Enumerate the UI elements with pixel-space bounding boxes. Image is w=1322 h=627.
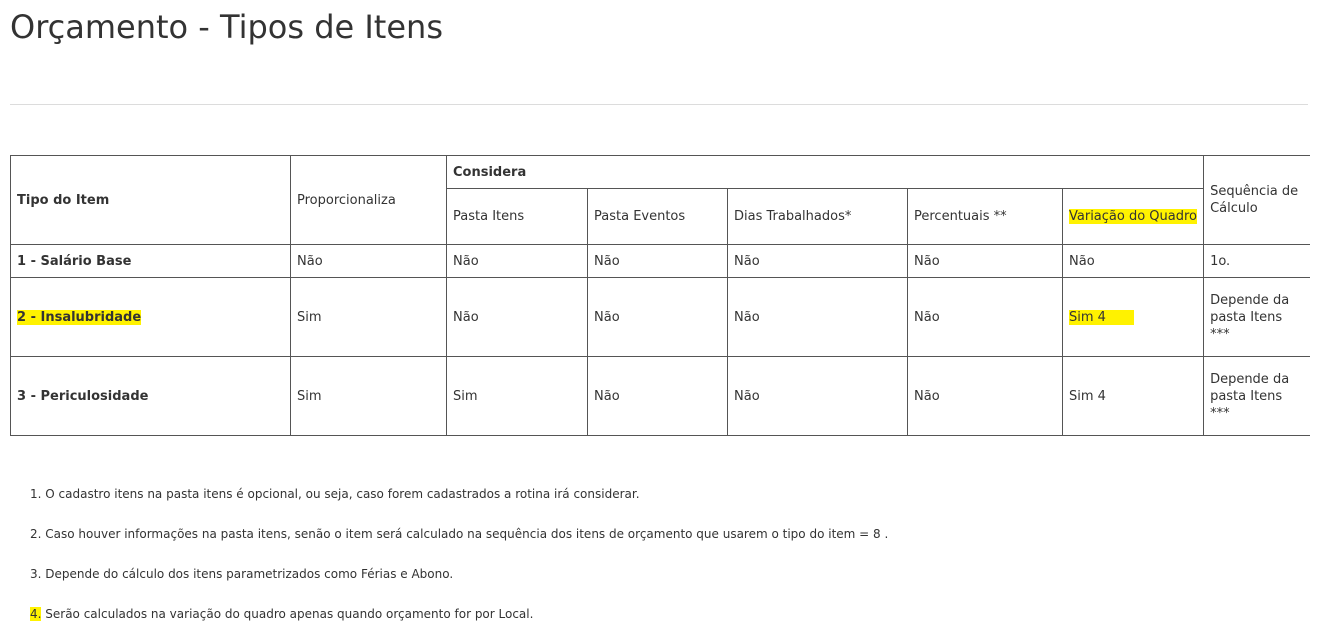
cell-variacao-highlight: Sim 4 <box>1069 310 1134 325</box>
cell-pasta-eventos: Não <box>588 357 728 436</box>
header-variacao-highlight: Variação do Quadro <box>1069 209 1198 224</box>
cell-variacao: Sim 4 <box>1063 357 1204 436</box>
header-considera: Considera <box>447 156 1204 189</box>
cell-pasta-itens: Não <box>447 278 588 357</box>
footnote-text: Caso houver informações na pasta itens, senão o item será calculado na sequência dos itens de orçamento que usarem o tipo do item = 8 . <box>41 527 889 541</box>
cell-proporcionaliza: Não <box>291 245 447 278</box>
cell-pasta-itens: Sim <box>447 357 588 436</box>
item-types-table <box>10 155 1310 436</box>
footnote-text: O cadastro itens na pasta itens é opcional, ou seja, caso forem cadastrados a rotina irá considerar. <box>41 487 640 501</box>
table-row <box>11 245 1311 278</box>
header-variacao-do-quadro <box>1063 189 1204 245</box>
cell-proporcionaliza: Sim <box>291 357 447 436</box>
cell-percentuais: Não <box>908 357 1063 436</box>
cell-pasta-eventos: Não <box>588 245 728 278</box>
footnote-item <box>30 487 640 501</box>
page-title: Orçamento - Tipos de Itens <box>10 8 443 46</box>
footnote-text: Depende do cálculo dos itens parametrizados como Férias e Abono. <box>41 567 454 581</box>
footnote-number: 3. <box>30 567 42 581</box>
cell-percentuais: Não <box>908 245 1063 278</box>
table-container <box>10 155 1310 439</box>
header-pasta-itens: Pasta Itens <box>447 189 588 245</box>
cell-variacao <box>1063 278 1204 357</box>
table-row <box>11 278 1311 357</box>
header-tipo-do-item: Tipo do Item <box>11 156 291 245</box>
footnote-number: 1. <box>30 487 42 501</box>
cell-percentuais: Não <box>908 278 1063 357</box>
table-row <box>11 357 1311 436</box>
cell-pasta-itens: Não <box>447 245 588 278</box>
footnote-item <box>30 567 453 581</box>
cell-dias-trabalhados: Não <box>728 245 908 278</box>
cell-tipo <box>11 278 291 357</box>
cell-tipo: 3 - Periculosidade <box>11 357 291 436</box>
cell-dias-trabalhados: Não <box>728 357 908 436</box>
cell-tipo-highlight: 2 - Insalubridade <box>17 309 142 325</box>
cell-dias-trabalhados: Não <box>728 278 908 357</box>
cell-sequencia: 1o. <box>1204 245 1310 278</box>
header-proporcionaliza: Proporcionaliza <box>291 156 447 245</box>
cell-pasta-eventos: Não <box>588 278 728 357</box>
cell-proporcionaliza: Sim <box>291 278 447 357</box>
cell-sequencia: Depende da pasta Itens *** <box>1204 357 1310 436</box>
footnote-number: 2. <box>30 527 42 541</box>
cell-variacao: Não <box>1063 245 1204 278</box>
header-row-1 <box>11 156 1311 189</box>
header-percentuais: Percentuais ** <box>908 189 1063 245</box>
footnote-number-highlight: 4. <box>30 607 42 621</box>
footnote-text: Serão calculados na variação do quadro apenas quando orçamento for por Local. <box>41 607 534 621</box>
footnote-item <box>30 527 888 541</box>
header-dias-trabalhados: Dias Trabalhados* <box>728 189 908 245</box>
footnote-item <box>30 607 533 621</box>
header-sequencia: Sequência de Cálculo <box>1204 156 1310 245</box>
cell-sequencia: Depende da pasta Itens *** <box>1204 278 1310 357</box>
header-pasta-eventos: Pasta Eventos <box>588 189 728 245</box>
cell-tipo: 1 - Salário Base <box>11 245 291 278</box>
title-divider <box>10 104 1308 105</box>
